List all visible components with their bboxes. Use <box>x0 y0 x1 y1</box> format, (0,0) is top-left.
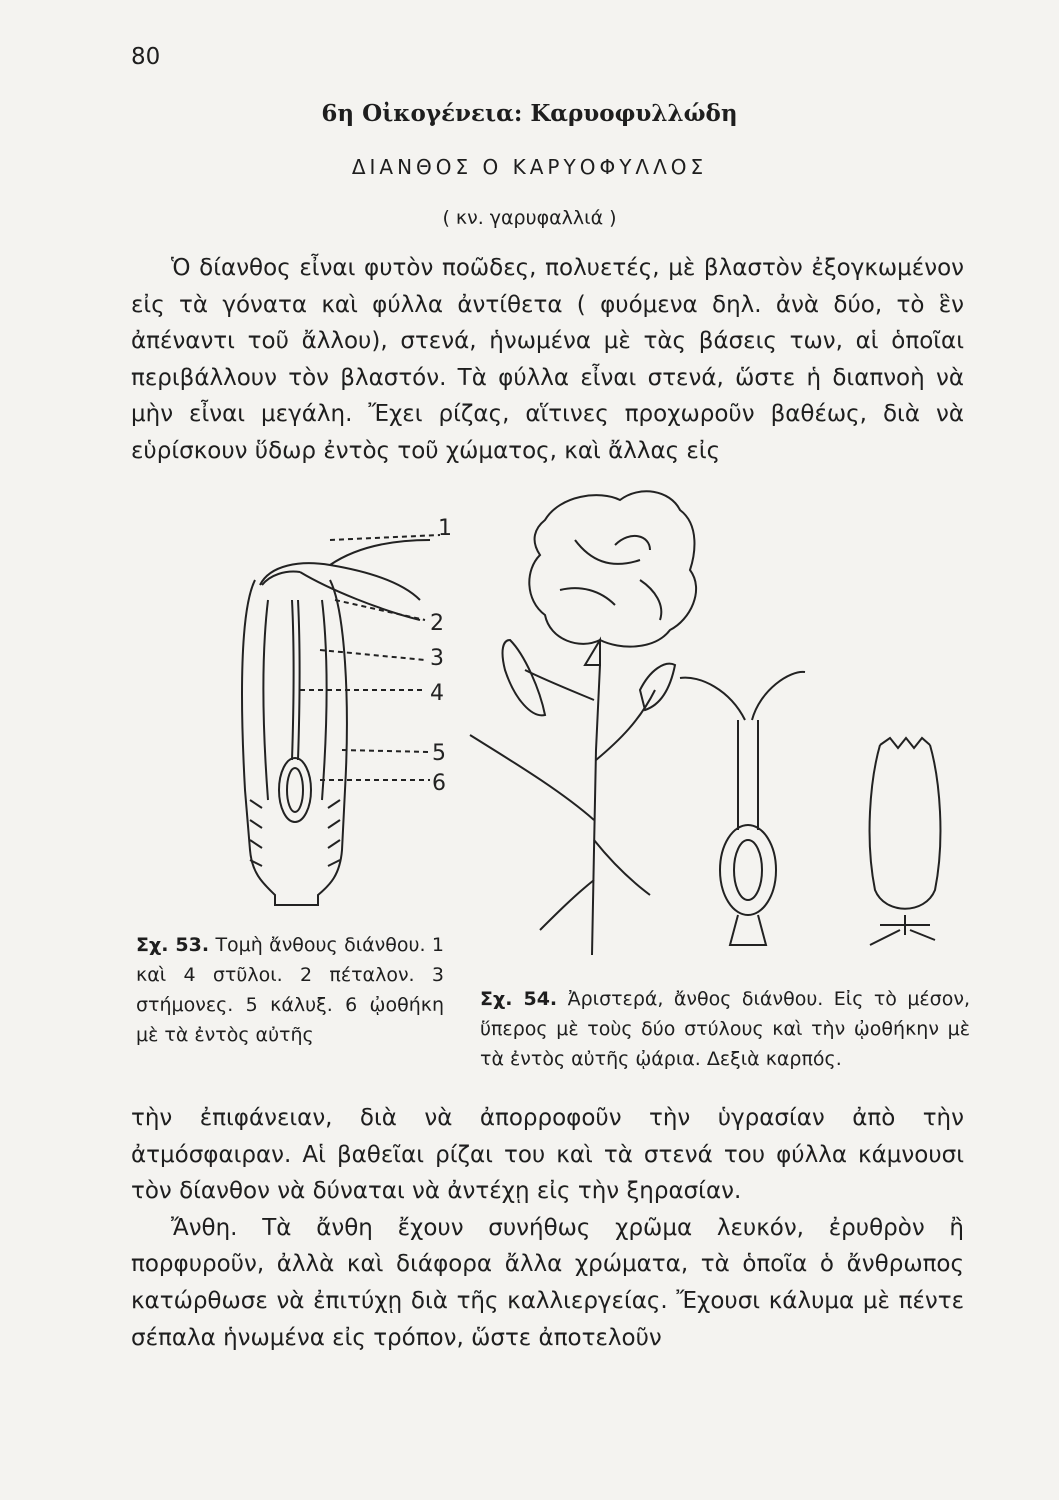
fruit-capsule-illustration <box>870 738 941 945</box>
caption-54-label: Σχ. 54. <box>480 988 558 1010</box>
caption-53-text: Τομὴ ἄνθους διάνθου. 1 καὶ 4 στῦλοι. 2 πέταλον. 3 στήμονες. 5 κάλυξ. 6 ᾠοθήκη μὲ τὰ ἐντὸς αὐτῆς <box>136 934 444 1046</box>
pistil-illustration <box>680 672 805 945</box>
label-4: 4 <box>430 681 444 706</box>
paragraph-2-continued: τὴν ἐπιφάνειαν, διὰ νὰ ἀπορροφοῦν τὴν ὑγρασίαν ἀπὸ τὴν ἀτμόσφαιραν. Αἱ βαθεῖαι ρίζαι του καὶ τὰ στενά του φύλλα κάμνουσι τὸν δίανθον νὰ δύναται νὰ ἀντέχῃ εἰς τὴν ξηρασίαν. <box>131 1105 964 1205</box>
label-5: 5 <box>432 741 446 766</box>
caption-figure-53 <box>136 930 444 1050</box>
paragraph-3: Ἄνθη. Τὰ ἄνθη ἔχουν συνήθως χρῶμα λευκόν, ἐρυθρὸν ἢ πορφυροῦν, ἀλλὰ καὶ διάφορα ἄλλα χρώματα, τὰ ὁποῖα ὁ ἄνθρωπος κατώρθωσε νὰ ἐπιτύχῃ διὰ τῆς καλλιεργείας. Ἔχουσι κάλυμα μὲ πέντε σέπαλα ἡνωμένα εἰς τρόπον, ὥστε ἀποτελοῦν <box>131 1214 964 1351</box>
label-1: 1 <box>438 516 452 541</box>
label-6: 6 <box>432 771 446 796</box>
flower-section-illustration <box>242 535 440 905</box>
species-title: ΔΙΑΝΘΟΣ Ο ΚΑΡΥΟΦΥΛΛΟΣ <box>351 155 708 179</box>
family-title: 6η Οἰκογένεια: Καρυοφυλλώδη <box>321 100 738 127</box>
page-number: 80 <box>131 44 161 70</box>
body-text-bottom <box>131 1100 964 1356</box>
caption-53-label: Σχ. 53. <box>136 934 210 956</box>
paragraph-1: Ὁ δίανθος εἶναι φυτὸν ποῶδες, πολυετές, μὲ βλαστὸν ἐξογκωμένον εἰς τὰ γόνατα καὶ φύλλα ἀντίθετα ( φυόμενα δηλ. ἀνὰ δύο, τὸ ἓν ἀπέναντι τοῦ ἄλλου), στενά, ἡνωμένα μὲ τὰς βάσεις των, αἱ ὁποῖαι περιβάλλουν τὸν βλαστόν. Τὰ φύλλα εἶναι στενά, ὥστε ἡ διαπνοὴ νὰ μὴν εἶναι μεγάλη. Ἔχει ρίζας, αἵτινες προχωροῦν βαθέως, διὰ νὰ εὑρίσκουν ὕδωρ ἐντὸς τοῦ χώματος, καὶ ἄλλας εἰς <box>131 255 964 464</box>
common-name: ( κν. γαρυφαλλιά ) <box>442 207 617 229</box>
label-2: 2 <box>430 611 444 636</box>
carnation-plant-illustration <box>470 491 696 955</box>
label-3: 3 <box>430 646 444 671</box>
caption-figure-54 <box>480 984 970 1074</box>
caption-54-text: Ἀριστερά, ἄνθος διάνθου. Εἰς τὸ μέσον, ὕπερος μὲ τοὺς δύο στύλους καὶ τὴν ᾠοθήκην μὲ τὰ ἐντὸς αὐτῆς ᾠάρια. Δεξιὰ καρπός. <box>480 988 971 1070</box>
